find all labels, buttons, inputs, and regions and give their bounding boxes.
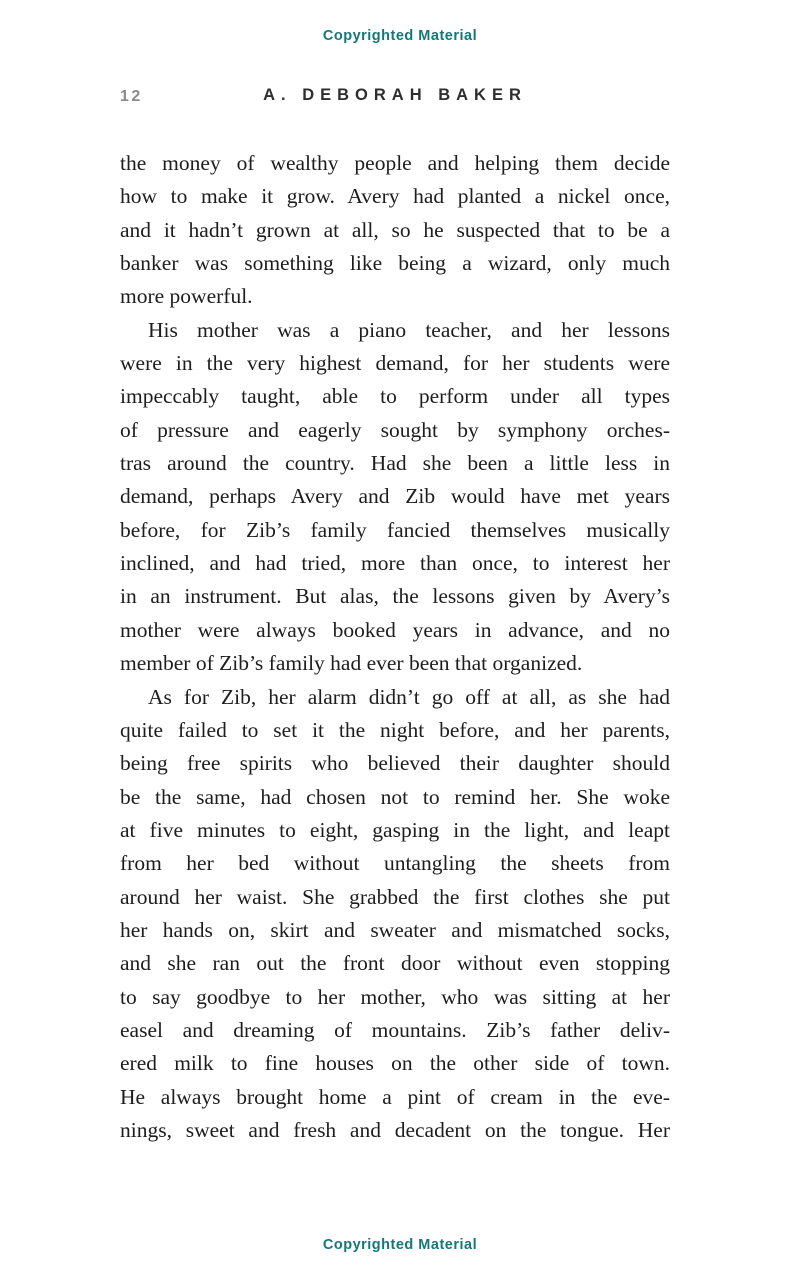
text-line: before, for Zib’s family fancied themselves musically [120,517,670,542]
text-line: around her waist. She grabbed the first clothes she put [120,884,670,909]
copyright-watermark-top: Copyrighted Material [322,28,478,44]
text-line: As for Zib, her alarm didn’t go off at all, as she had [148,684,670,709]
copyright-watermark-bottom: Copyrighted Material [322,1237,478,1253]
text-line: of pressure and eagerly sought by symphony orches- [120,417,670,442]
text-line: how to make it grow. Avery had planted a nickel once, [120,184,670,209]
text-line: and it hadn’t grown at all, so he suspected that to be a [120,217,670,242]
text-line: were in the very highest demand, for her students were [120,351,670,376]
running-header-title: A. DEBORAH BAKER [263,86,527,104]
page-header [120,86,670,112]
text-line: impeccably taught, able to perform under all types [120,384,670,409]
text-line: banker was something like being a wizard, only much [120,251,670,276]
text-line: being free spirits who believed their daughter should [120,751,670,776]
text-line: inclined, and had tried, more than once, to interest her [120,551,670,576]
text-line: at five minutes to eight, gasping in the light, and leapt [120,817,670,842]
text-line: member of Zib’s family had ever been that organized. [120,651,583,676]
text-line: His mother was a piano teacher, and her lessons [148,317,670,342]
text-line: her hands on, skirt and sweater and mismatched socks, [120,917,670,942]
text-line: to say goodbye to her mother, who was sitting at her [120,984,670,1009]
page-number: 12 [120,88,143,105]
text-line: more powerful. [120,284,253,309]
text-line: ered milk to fine houses on the other side of town. [120,1051,670,1076]
text-line: tras around the country. Had she been a little less in [120,451,670,476]
text-line: mother were always booked years in advance, and no [120,617,670,642]
text-line: in an instrument. But alas, the lessons given by Avery’s [120,584,670,609]
body-text [120,147,670,1147]
text-line: demand, perhaps Avery and Zib would have met years [120,484,670,509]
text-line: He always brought home a pint of cream in the eve- [120,1084,670,1109]
text-line: and she ran out the front door without even stopping [120,951,670,976]
text-line: the money of wealthy people and helping them decide [120,151,670,175]
text-line: be the same, had chosen not to remind her. She woke [120,784,670,809]
text-line: quite failed to set it the night before, and her parents, [120,717,670,742]
text-line: easel and dreaming of mountains. Zib’s father deliv- [120,1017,670,1042]
text-line: from her bed without untangling the sheets from [120,851,670,876]
text-line: nings, sweet and fresh and decadent on the tongue. Her [120,1117,670,1142]
